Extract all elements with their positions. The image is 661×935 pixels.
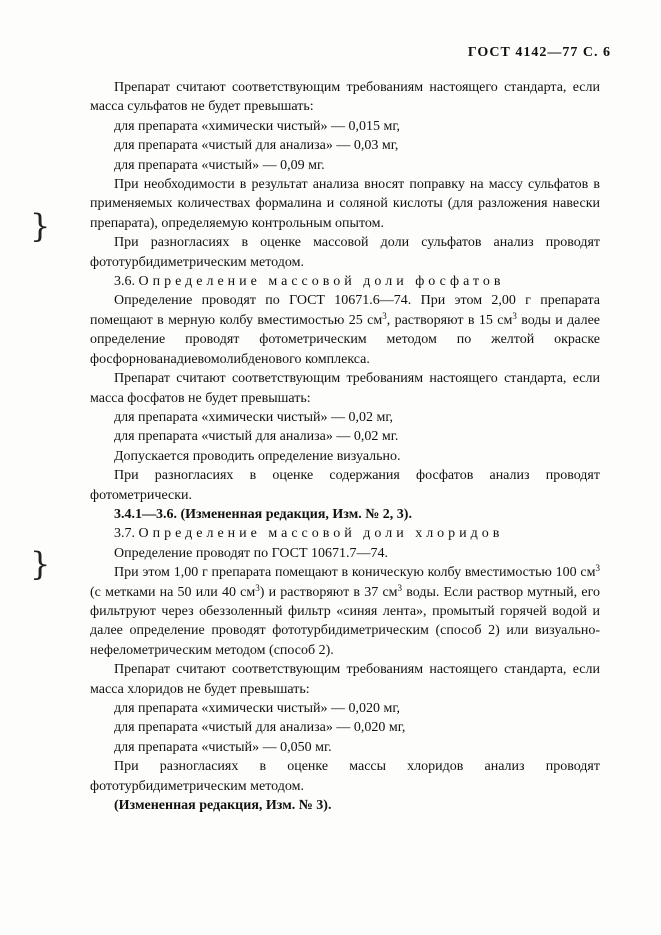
paragraph: для препарата «химически чистый» — 0,020 мг, xyxy=(114,701,401,716)
paragraph: для препарата «чистый» — 0,050 мг. xyxy=(114,739,332,755)
section-heading xyxy=(90,524,600,543)
paragraph: Определение проводят по ГОСТ 10671.6—74. При этом 2,00 г препарата помещают в мерную колбу вместимостью 25 $см^3$, растворяют в 15 $см^3$ воды и далее определение проводят фотометрическим методом по желтой окраске фосфорнованадиевомолибденового комплекса. xyxy=(90,293,600,367)
paragraph: При разногласиях в оценке содержания фосфатов анализ проводят фотометрически. xyxy=(90,468,600,503)
section-number: 3.6. xyxy=(114,274,139,290)
paragraph: для препарата «химически чистый» — 0,015 мг, xyxy=(114,118,401,134)
paragraph: для препарата «чистый для анализа» — 0,020 мг, xyxy=(114,720,406,736)
section-title: Определение массовой доли фосфатов xyxy=(138,274,505,290)
paragraph: для препарата «химически чистый» — 0,02 мг, xyxy=(114,409,394,425)
paragraph: 3.4.1—3.6. (Измененная редакция, Изм. № 2, 3). xyxy=(114,506,412,522)
section-number: 3.7. xyxy=(114,526,139,542)
section-title: Определение массовой доли хлоридов xyxy=(138,526,504,542)
paragraph: Препарат считают соответствующим требованиям настоящего стандарта, если масса фосфатов не будет превышать: xyxy=(90,371,600,406)
page-header: ГОСТ 4142—77 С. 6 xyxy=(467,45,611,60)
paragraph: для препарата «чистый для анализа» — 0,02 мг. xyxy=(114,429,399,445)
paragraph: Препарат считают соответствующим требованиям настоящего стандарта, если масса хлоридов не будет превышать: xyxy=(90,662,600,697)
paragraph: Препарат считают соответствующим требованиям настоящего стандарта, если масса сульфатов не будет превышать: xyxy=(90,80,600,115)
document-body xyxy=(90,78,600,815)
paragraph: При разногласиях в оценке массовой доли сульфатов анализ проводят фототурбидиметрическим методом. xyxy=(90,235,600,270)
paragraph: (Измененная редакция, Изм. № 3). xyxy=(114,798,332,814)
paragraph: для препарата «чистый для анализа» — 0,03 мг, xyxy=(114,138,399,154)
section-heading xyxy=(90,272,600,291)
paragraph: При этом 1,00 г препарата помещают в коническую колбу вместимостью 100 $см^3$ (с метками на 50 или 40 $см^3$) и растворяют в 37 $см^3$ воды. Если раствор мутный, его фильтруют через обеззоленный фильтр «синяя лента», промытый горячей водой и далее определение проводят фототурбидиметрическим (способ 2) или визуально-нефелометрическим методом (способ 2). xyxy=(90,563,600,658)
margin-bracket: } xyxy=(30,545,51,583)
paragraph: для препарата «чистый» — 0,09 мг. xyxy=(114,157,325,173)
paragraph: При разногласиях в оценке массы хлоридов анализ проводят фототурбидиметрическим методом. xyxy=(90,759,600,794)
paragraph: Определение проводят по ГОСТ 10671.7—74. xyxy=(114,545,389,561)
paragraph: Допускается проводить определение визуально. xyxy=(114,448,401,464)
margin-bracket: } xyxy=(30,207,51,245)
paragraph: При необходимости в результат анализа вносят поправку на массу сульфатов в применяемых количествах формалина и соляной кислоты (для разложения навески препарата), определяемую контрольным опытом. xyxy=(90,177,600,231)
